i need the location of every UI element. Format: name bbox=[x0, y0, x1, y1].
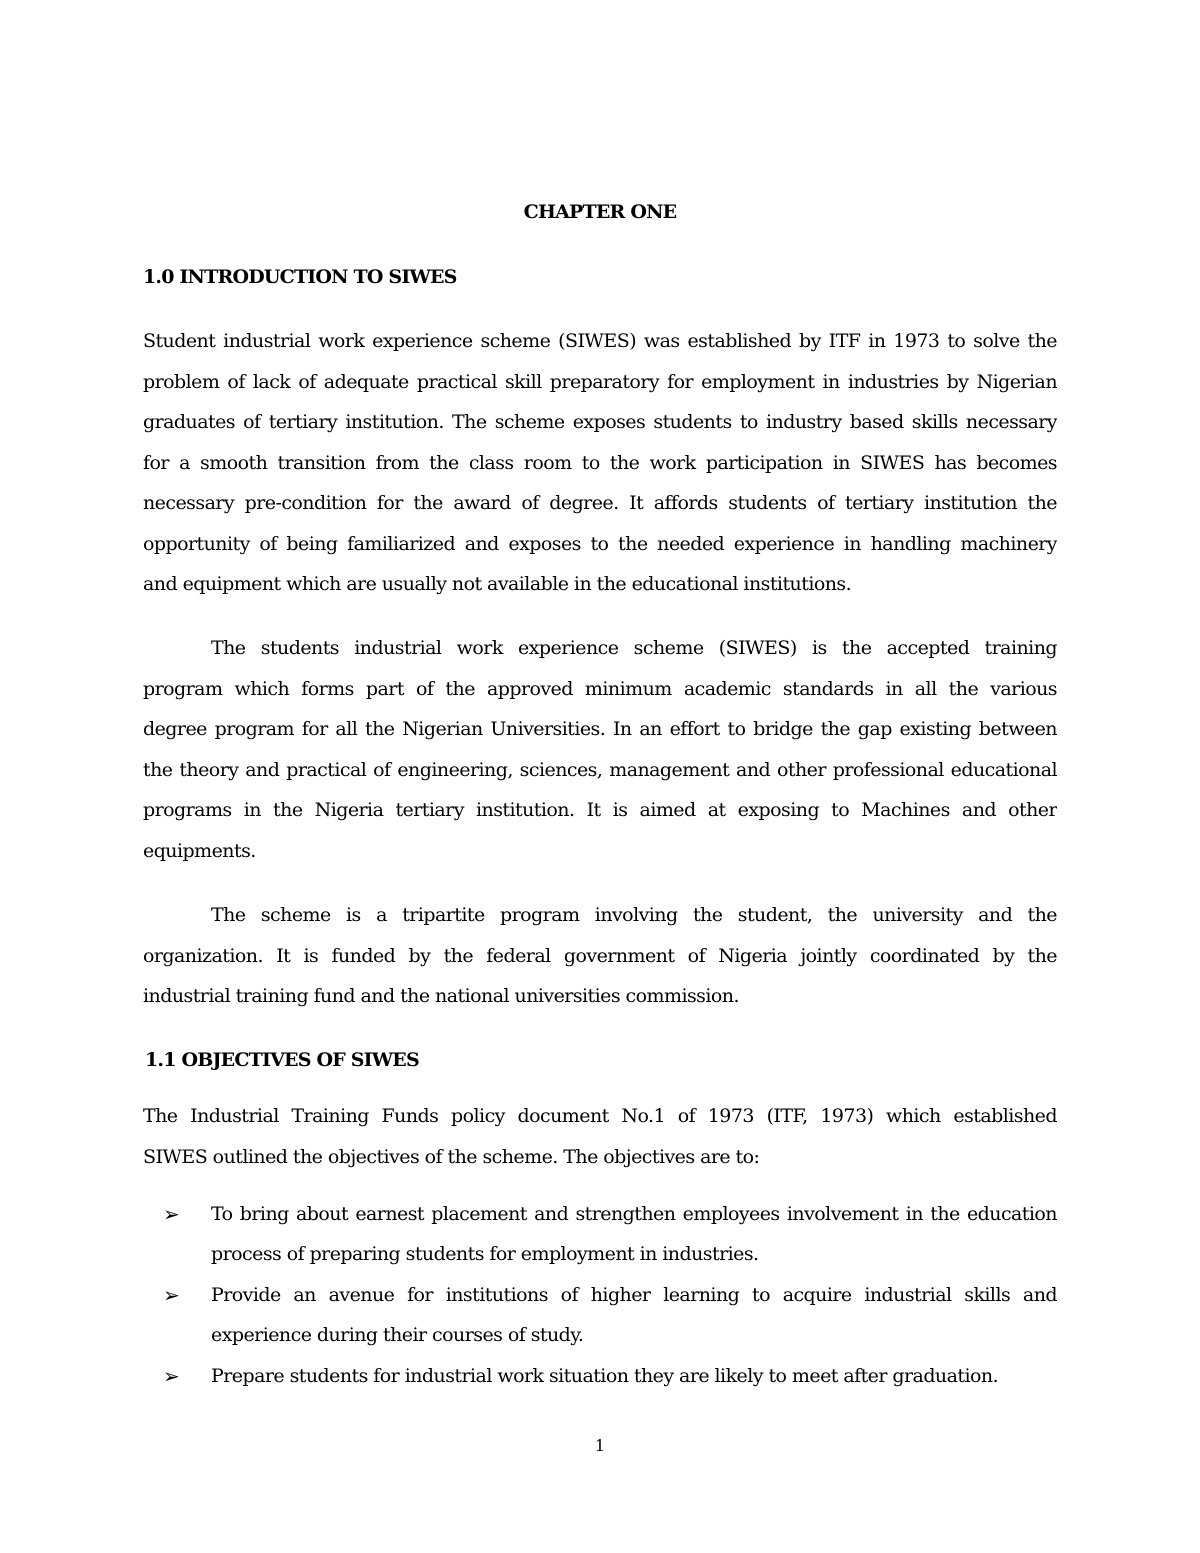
paragraph-line: degree program for all the Nigerian Universities. In an effort to bridge the gap existing between bbox=[143, 718, 1057, 740]
chapter-title: CHAPTER ONE bbox=[523, 201, 677, 223]
paragraph-line: the theory and practical of engineering, sciences, management and other professional educational bbox=[143, 759, 1057, 781]
arrowhead-bullet-icon: ➢ bbox=[163, 1202, 180, 1226]
list-item-line: process of preparing students for employment in industries. bbox=[211, 1243, 759, 1265]
paragraph-line: The students industrial work experience scheme (SIWES) is the accepted training bbox=[211, 637, 1057, 659]
list-item-line: Provide an avenue for institutions of higher learning to acquire industrial skills and bbox=[211, 1284, 1057, 1306]
arrowhead-bullet-icon: ➢ bbox=[163, 1364, 180, 1388]
paragraph-line: programs in the Nigeria tertiary institution. It is aimed at exposing to Machines and other bbox=[143, 799, 1057, 821]
paragraph-line: for a smooth transition from the class room to the work participation in SIWES has becomes bbox=[143, 452, 1057, 474]
page-number: 1 bbox=[594, 1436, 606, 1455]
paragraph-line: The Industrial Training Funds policy document No.1 of 1973 (ITF, 1973) which established bbox=[143, 1105, 1057, 1127]
paragraph-line: necessary pre-condition for the award of degree. It affords students of tertiary institution the bbox=[143, 492, 1057, 514]
paragraph-line: problem of lack of adequate practical skill preparatory for employment in industries by Nigerian bbox=[143, 371, 1057, 393]
arrowhead-bullet-icon: ➢ bbox=[163, 1283, 180, 1307]
paragraph-line: The scheme is a tripartite program involving the student, the university and the bbox=[211, 904, 1057, 926]
paragraph-line: SIWES outlined the objectives of the scheme. The objectives are to: bbox=[143, 1146, 760, 1168]
list-item-line: To bring about earnest placement and strengthen employees involvement in the education bbox=[211, 1203, 1057, 1225]
section-heading-objectives: 1.1 OBJECTIVES OF SIWES bbox=[145, 1049, 419, 1071]
section-heading-introduction: 1.0 INTRODUCTION TO SIWES bbox=[143, 266, 457, 288]
list-item-line: Prepare students for industrial work situation they are likely to meet after graduation. bbox=[211, 1365, 999, 1387]
list-item-line: experience during their courses of study. bbox=[211, 1324, 584, 1346]
paragraph-line: industrial training fund and the national universities commission. bbox=[143, 985, 739, 1007]
paragraph-line: opportunity of being familiarized and exposes to the needed experience in handling machinery bbox=[143, 533, 1057, 555]
paragraph-line: equipments. bbox=[143, 840, 256, 862]
paragraph-line: organization. It is funded by the federal government of Nigeria jointly coordinated by the bbox=[143, 945, 1057, 967]
paragraph-line: graduates of tertiary institution. The scheme exposes students to industry based skills necessary bbox=[143, 411, 1057, 433]
paragraph-line: and equipment which are usually not available in the educational institutions. bbox=[143, 573, 852, 595]
paragraph-line: Student industrial work experience scheme (SIWES) was established by ITF in 1973 to solve the bbox=[143, 330, 1057, 352]
paragraph-line: program which forms part of the approved minimum academic standards in all the various bbox=[143, 678, 1057, 700]
